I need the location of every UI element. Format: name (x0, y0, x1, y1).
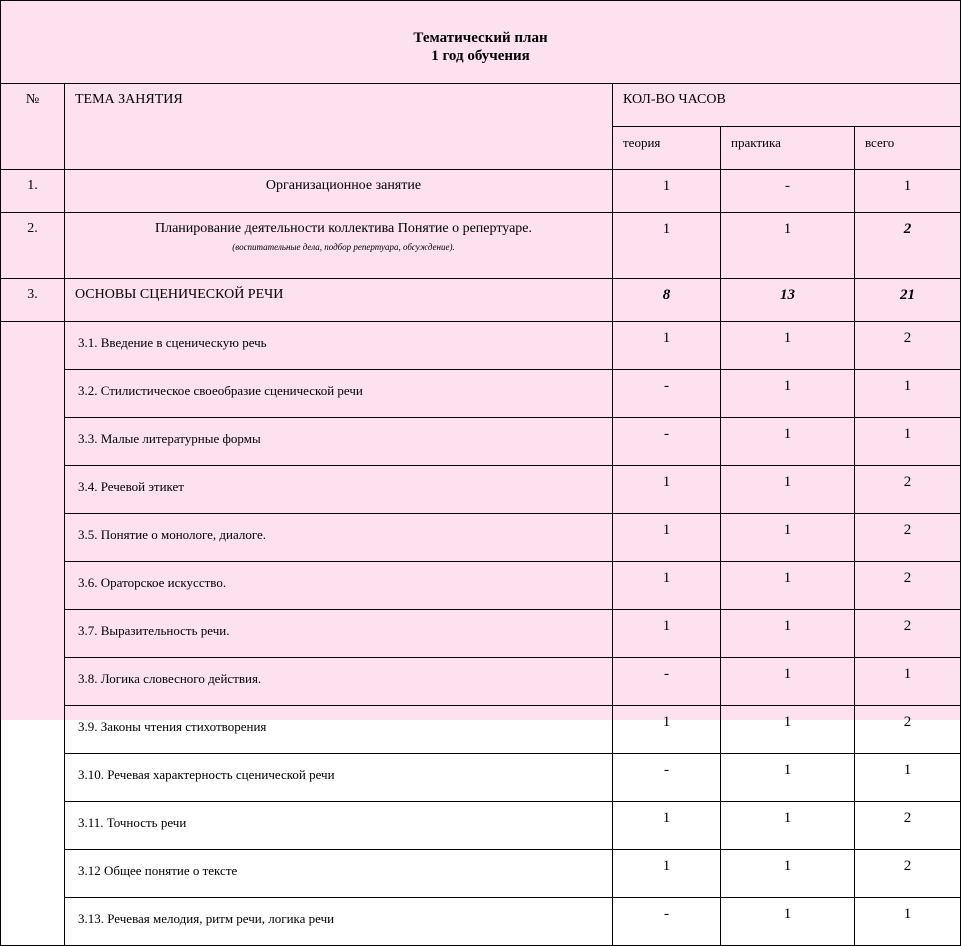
subrow-topic: 3.13. Речевая мелодия, ритм речи, логика речи (65, 898, 613, 946)
subrow-theory: 1 (613, 322, 721, 370)
table-row (1, 370, 961, 418)
subrow-total: 1 (855, 898, 961, 946)
subrow-total: 2 (855, 802, 961, 850)
row-note: (воспитательные дела, подбор репертуара, обсуждение). (232, 242, 455, 252)
subrow-theory: - (613, 754, 721, 802)
table-row (1, 514, 961, 562)
row-theory: 8 (613, 279, 721, 322)
table-row (1, 213, 961, 279)
row-practice: 13 (721, 279, 855, 322)
table-row (1, 898, 961, 946)
subrow-practice: 1 (721, 706, 855, 754)
subrow-topic: 3.6. Ораторское искусство. (65, 562, 613, 610)
subrow-theory: 1 (613, 706, 721, 754)
subrow-theory: 1 (613, 610, 721, 658)
subrow-topic: 3.8. Логика словесного действия. (65, 658, 613, 706)
row-num: 3. (1, 279, 65, 322)
subrow-practice: 1 (721, 802, 855, 850)
subrow-topic: 3.4. Речевой этикет (65, 466, 613, 514)
subrow-practice: 1 (721, 754, 855, 802)
section-num-spacer (1, 322, 65, 946)
header-topic: ТЕМА ЗАНЯТИЯ (65, 84, 613, 170)
subrow-theory: 1 (613, 466, 721, 514)
subrow-total: 2 (855, 610, 961, 658)
subrow-practice: 1 (721, 562, 855, 610)
row-total: 1 (855, 170, 961, 213)
subrow-practice: 1 (721, 514, 855, 562)
table-row (1, 802, 961, 850)
title-line-1: Тематический план (413, 30, 548, 46)
subrow-practice: 1 (721, 898, 855, 946)
header-theory: теория (613, 127, 721, 170)
subrow-topic: 3.5. Понятие о монологе, диалоге. (65, 514, 613, 562)
subrow-practice: 1 (721, 610, 855, 658)
table-row (1, 322, 961, 370)
subrow-topic: 3.10. Речевая характерность сценической речи (65, 754, 613, 802)
subrow-total: 2 (855, 322, 961, 370)
table-row (1, 466, 961, 514)
table-row (1, 658, 961, 706)
title-line-2: 1 год обучения (431, 48, 530, 64)
row-total: 2 (855, 213, 961, 279)
row-num: 1. (1, 170, 65, 213)
table-row (1, 754, 961, 802)
subrow-practice: 1 (721, 466, 855, 514)
subrow-theory: 1 (613, 514, 721, 562)
table-row (1, 279, 961, 322)
table-row (1, 850, 961, 898)
subrow-theory: - (613, 370, 721, 418)
subrow-total: 2 (855, 466, 961, 514)
row-total: 21 (855, 279, 961, 322)
subrow-topic: 3.2. Стилистическое своеобразие сценической речи (65, 370, 613, 418)
subrow-total: 2 (855, 514, 961, 562)
subrow-theory: - (613, 898, 721, 946)
subrow-total: 2 (855, 706, 961, 754)
subrow-practice: 1 (721, 370, 855, 418)
subrow-theory: 1 (613, 802, 721, 850)
subrow-total: 1 (855, 658, 961, 706)
subrow-total: 2 (855, 850, 961, 898)
row-topic-cell (65, 213, 613, 279)
row-practice: 1 (721, 213, 855, 279)
subrow-total: 1 (855, 370, 961, 418)
table-row (1, 418, 961, 466)
subrow-theory: 1 (613, 562, 721, 610)
table-row (1, 170, 961, 213)
row-practice: - (721, 170, 855, 213)
header-total: всего (855, 127, 961, 170)
subrow-practice: 1 (721, 418, 855, 466)
subrow-practice: 1 (721, 658, 855, 706)
subrow-total: 2 (855, 562, 961, 610)
header-practice: практика (721, 127, 855, 170)
table-title (1, 1, 961, 84)
subrow-topic: 3.7. Выразительность речи. (65, 610, 613, 658)
subrow-topic: 3.1. Введение в сценическую речь (65, 322, 613, 370)
subrow-topic: 3.9. Законы чтения стихотворения (65, 706, 613, 754)
table-row (1, 562, 961, 610)
table-row (1, 706, 961, 754)
subrow-theory: 1 (613, 850, 721, 898)
row-theory: 1 (613, 170, 721, 213)
row-topic: Организационное занятие (65, 170, 613, 213)
header-num: № (1, 84, 65, 170)
row-topic: ОСНОВЫ СЦЕНИЧЕСКОЙ РЕЧИ (65, 279, 613, 322)
table-row (1, 610, 961, 658)
subrow-total: 1 (855, 418, 961, 466)
subrow-topic: 3.3. Малые литературные формы (65, 418, 613, 466)
subrow-theory: - (613, 418, 721, 466)
subrow-total: 1 (855, 754, 961, 802)
row-topic: Планирование деятельности коллектива Понятие о репертуаре. (154, 221, 532, 236)
subrow-practice: 1 (721, 850, 855, 898)
subrow-topic: 3.12 Общее понятие о тексте (65, 850, 613, 898)
row-theory: 1 (613, 213, 721, 279)
subrow-topic: 3.11. Точность речи (65, 802, 613, 850)
header-hours: КОЛ-ВО ЧАСОВ (613, 84, 961, 127)
row-num: 2. (1, 213, 65, 279)
subrow-theory: - (613, 658, 721, 706)
subrow-practice: 1 (721, 322, 855, 370)
